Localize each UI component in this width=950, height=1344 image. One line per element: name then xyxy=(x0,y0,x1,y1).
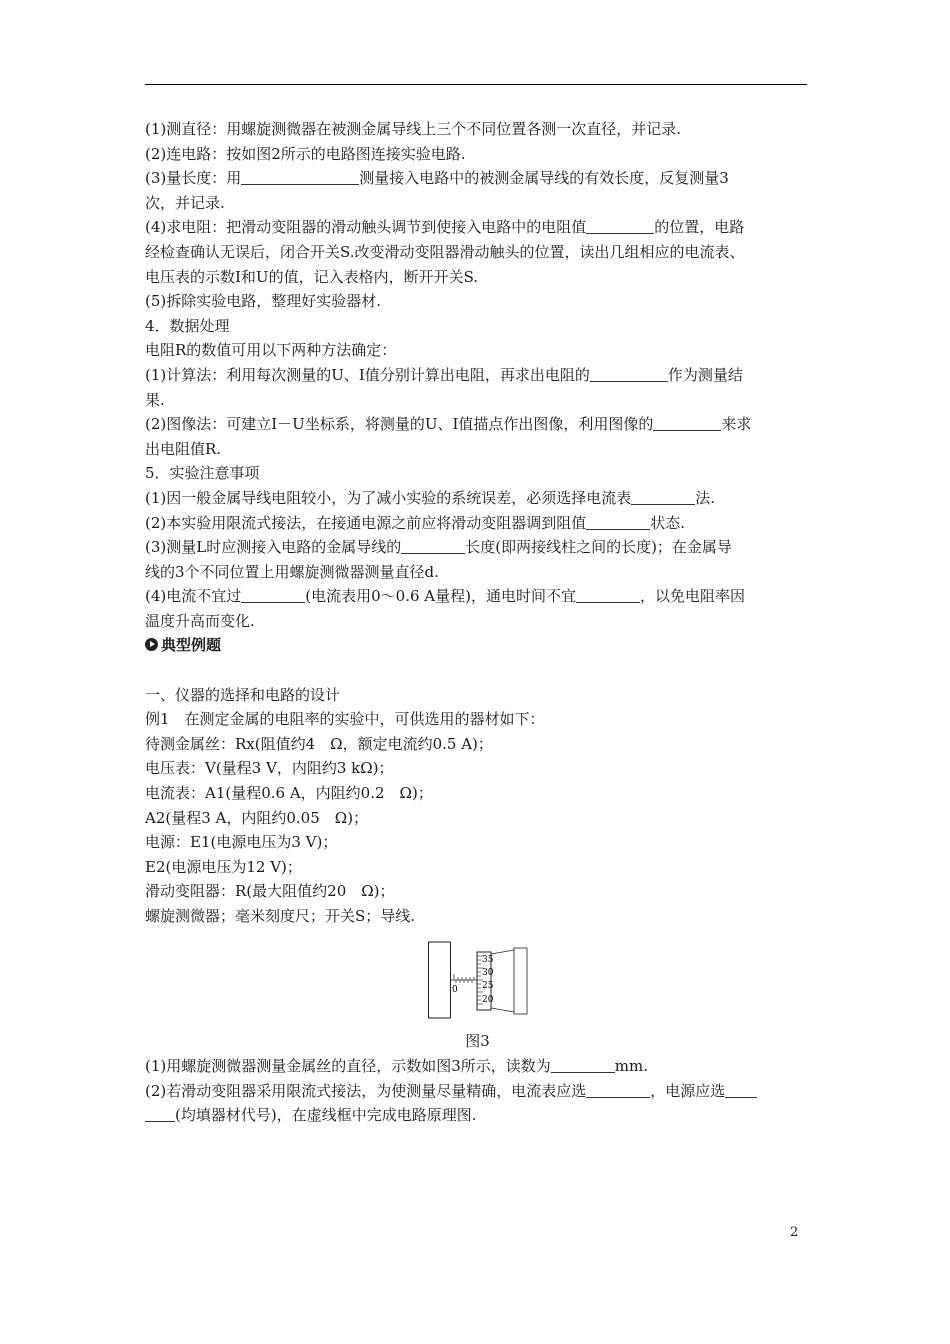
text-line: A2(量程3 A，内阻约0.05 Ω)； xyxy=(145,808,369,827)
answer-blank[interactable] xyxy=(241,585,305,603)
answer-blank[interactable] xyxy=(576,585,640,603)
text-line: 例1 在测定金属的电阻率的实验中，可供选用的器材如下： xyxy=(145,710,545,729)
text-line: 一、仪器的选择和电路的设计 xyxy=(145,685,341,704)
page-number: 2 xyxy=(790,1225,799,1240)
section-heading: 4．数据处理 xyxy=(145,316,230,335)
text-line: 电阻R的数值可用以下两种方法确定： xyxy=(145,341,397,360)
text-line: 螺旋测微器；毫米刻度尺；开关S；导线. xyxy=(145,907,416,925)
text-seg: (2)若滑动变阻器采用限流式接法，为使测量尽量精确，电流表应选 xyxy=(145,1081,587,1100)
micrometer-figure xyxy=(428,940,528,1020)
questions-text xyxy=(145,1054,810,1128)
text-line: 滑动变阻器：R(最大阻值约20 Ω)； xyxy=(145,882,395,901)
text-line xyxy=(145,1054,810,1079)
answer-blank[interactable] xyxy=(653,413,721,431)
text-line xyxy=(145,1103,810,1128)
scale-label: 30 xyxy=(482,968,494,978)
header-rule xyxy=(145,84,807,85)
text-line: 待测金属丝：Rx(阻值约4 Ω，额定电流约0.5 A)； xyxy=(145,734,493,753)
text-line: 电源：E1(电源电压为3 V)； xyxy=(145,833,338,852)
main-text xyxy=(145,117,810,929)
text-line: (2)连电路：按如图2所示的电路图连接实验电路. xyxy=(145,144,466,163)
text-seg: mm. xyxy=(614,1057,649,1075)
scale-label: 25 xyxy=(482,981,494,991)
text-line: (1)测直径：用螺旋测微器在被测金属导线上三个不同位置各测一次直径，并记录. xyxy=(145,120,682,138)
text-seg: 的位置，电路 xyxy=(654,218,745,237)
text-seg: (电流表用0～0.6 A量程)，通电时间不宜 xyxy=(305,587,576,606)
example-heading xyxy=(145,633,810,658)
text-seg: 法. xyxy=(695,488,716,507)
text-seg: 来求 xyxy=(721,415,752,434)
text-line xyxy=(145,1079,810,1104)
text-line xyxy=(145,535,810,560)
text-line: 电压表的示数I和U的值，记入表格内，断开开关S. xyxy=(145,267,479,286)
text-line xyxy=(145,486,810,511)
text-seg: 长度(即两接线柱之间的长度)；在金属导 xyxy=(465,538,732,557)
text-seg: 作为测量结 xyxy=(667,365,743,384)
text-line: 电压表：V(量程3 V，内阻约3 kΩ)； xyxy=(145,759,394,778)
section-heading: 5．实验注意事项 xyxy=(145,464,260,483)
text-seg: (1)用螺旋测微器测量金属丝的直径，示数如图3所示，读数为 xyxy=(145,1057,551,1075)
text-seg: (1)计算法：利用每次测量的U、I值分别计算出电阻，再求出电阻的 xyxy=(145,365,590,384)
answer-blank[interactable] xyxy=(401,536,465,554)
blank-line xyxy=(145,658,810,683)
text-line xyxy=(145,363,810,388)
text-line: 电流表：A1(量程0.6 A，内阻约0.2 Ω)； xyxy=(145,784,433,803)
text-line: 线的3个不同位置上用螺旋测微器测量直径d. xyxy=(145,562,439,581)
text-seg: (1)因一般金属导线电阻较小，为了减小实验的系统误差，必须选择电流表 xyxy=(145,488,632,507)
text-seg: (3)测量L时应测接入电路的金属导线的 xyxy=(145,538,402,557)
heading-text: 典型例题 xyxy=(161,636,222,655)
text-line: 温度升高而变化. xyxy=(145,611,255,630)
text-seg: 测量接入电路中的被测金属导线的有效长度，反复测量3 xyxy=(359,169,729,188)
text-seg: (4)求电阻：把滑动变阻器的滑动触头调节到使接入电路中的电阻值 xyxy=(145,218,587,237)
text-seg: 状态. xyxy=(650,513,686,532)
answer-blank[interactable] xyxy=(551,1055,615,1073)
scale-label: 35 xyxy=(482,955,494,965)
text-line xyxy=(145,511,810,536)
answer-blank[interactable] xyxy=(586,512,650,530)
play-icon xyxy=(145,638,158,651)
text-line: 出电阻值R. xyxy=(145,439,222,458)
text-seg: (2)图像法：可建立I－U坐标系，将测量的U、I值描点作出图像，利用图像的 xyxy=(145,415,654,434)
answer-blank[interactable] xyxy=(725,1080,757,1098)
text-seg: ，以免电阻率因 xyxy=(639,587,745,606)
text-line: 果. xyxy=(145,390,165,409)
answer-blank[interactable] xyxy=(145,1104,175,1122)
text-seg: (4)电流不宜过 xyxy=(145,587,242,606)
text-seg: ，电源应选 xyxy=(650,1081,726,1100)
text-line xyxy=(145,166,810,191)
text-line xyxy=(145,215,810,240)
answer-blank[interactable] xyxy=(586,1080,650,1098)
text-line xyxy=(145,412,810,437)
scale-label: 20 xyxy=(482,995,494,1005)
text-line: E2(电源电压为12 V)； xyxy=(145,857,302,876)
figure-caption: 图3 xyxy=(465,1032,490,1050)
answer-blank[interactable] xyxy=(631,487,695,505)
text-line: 经检查确认无误后，闭合开关S.改变滑动变阻器滑动触头的位置，读出几组相应的电流表、 xyxy=(145,242,745,261)
zero-label: 0 xyxy=(452,985,458,995)
text-line: (5)拆除实验电路，整理好实验器材. xyxy=(145,292,382,311)
answer-blank[interactable] xyxy=(241,167,359,185)
text-line xyxy=(145,584,810,609)
text-seg: (均填器材代号)，在虚线框中完成电路原理图. xyxy=(175,1106,477,1125)
text-line: 次，并记录. xyxy=(145,193,225,212)
text-seg: (2)本实验用限流式接法，在接通电源之前应将滑动变阻器调到阻值 xyxy=(145,513,587,532)
text-seg: (3)量长度：用 xyxy=(145,169,242,188)
answer-blank[interactable] xyxy=(586,216,654,234)
answer-blank[interactable] xyxy=(590,364,668,382)
